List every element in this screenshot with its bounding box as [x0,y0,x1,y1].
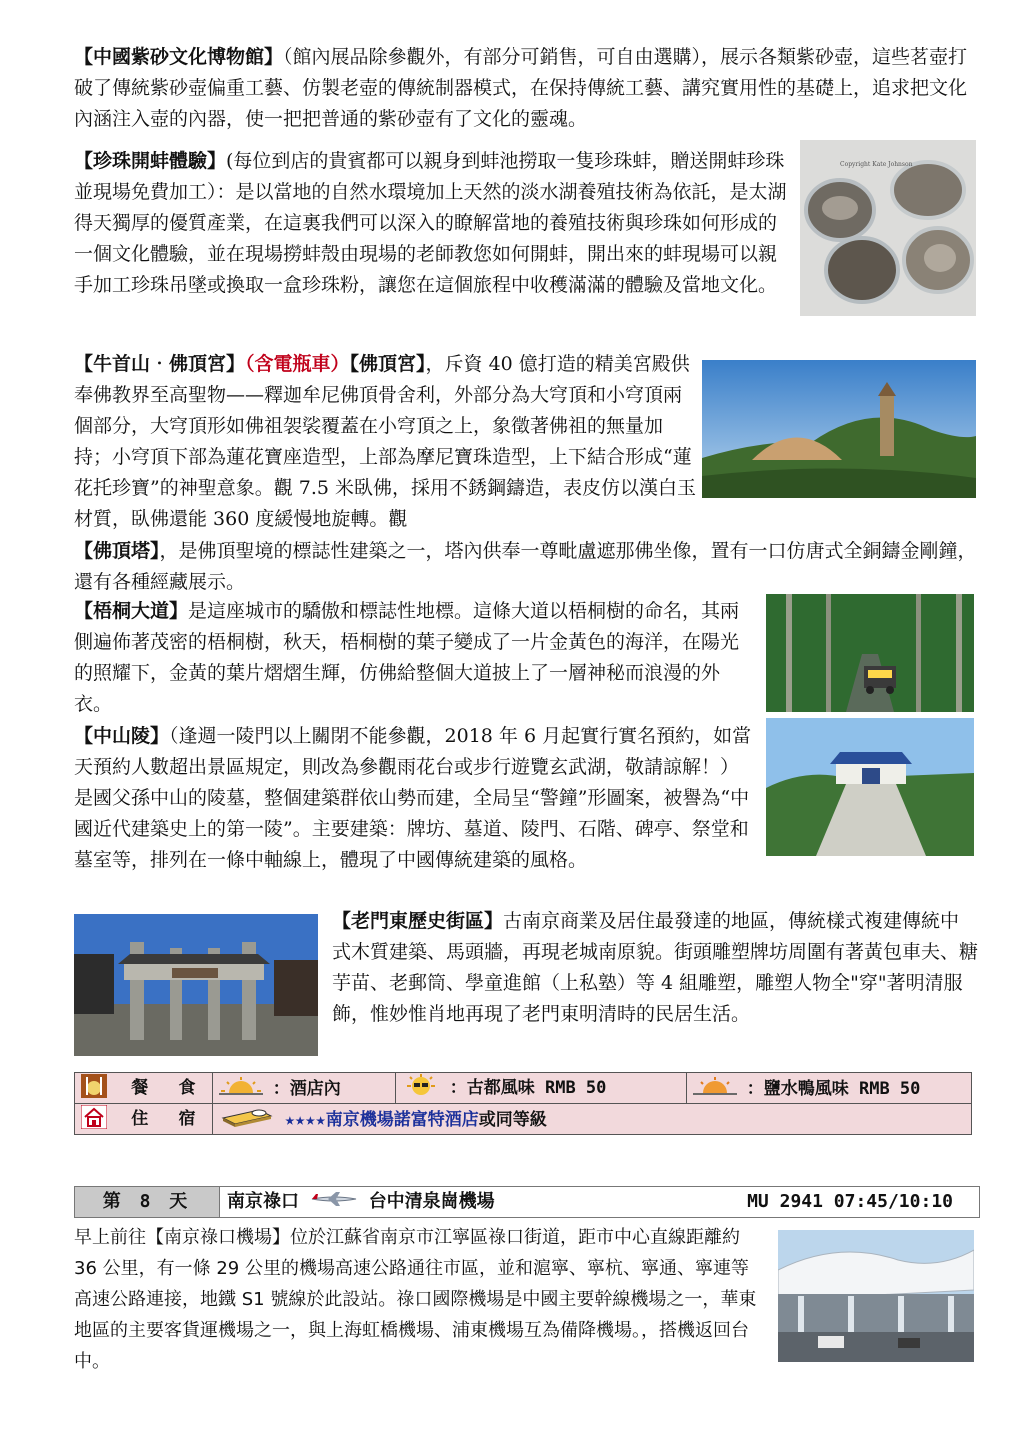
pearl-title: 【珍珠開蚌體驗】 [74,150,227,172]
lodging-label: 住 宿 [131,1109,206,1130]
museum-text: （館內展品除參觀外，有部分可銷售，可自由選購），展示各類紫砂壺，這些茗壺打破了傳統紫砂壺偏重工藝、仿製老壺的傳統制器模式，在保持傳統工藝、講究實用性的基礎上，追求把文化內涵注入壺的內器，使一把把普通的紫砂壺有了文化的靈魂。 [74,46,968,130]
lodging-cell [212,1104,972,1135]
avenue-paragraph [74,596,754,720]
pearl-paragraph [74,146,788,301]
pearl-image-caption: Copyright Kate Johnson [840,161,913,168]
meals-label-cell [75,1073,213,1104]
airplane-icon [310,1187,358,1217]
dinner-text: ：鹽水鴨風味 RMB 50 [746,1079,921,1100]
house-icon [81,1105,107,1134]
lodging-label-cell [75,1104,213,1135]
avenue-title: 【梧桐大道】 [74,600,189,622]
day-label: 第 8 天 [75,1187,220,1217]
route-from: 南京祿口 [227,1191,299,1212]
breakfast-text: ：酒店內 [272,1079,341,1100]
lunch-text: ：古都風味 RMB 50 [449,1078,607,1099]
oldgate-text: 古南京商業及居住最發達的地區，傳統樣式複建傳統中式木質建築、馬頭牆，再現老城南原貌。街頭雕塑牌坊周圍有著黃包車夫、糖芋苗、老郵筒、學童進館（上私塾）等 4 組雕塑，雕塑人物全"穿"著明清服飾，惟妙惟肖地再現了老門東明清時的民居生活。 [332,910,979,1025]
niushou-note: （含電瓶車） [245,353,350,375]
mausoleum-paragraph [74,721,754,876]
mausoleum-text: （逢週一陵門以上關閉不能參觀，2018 年 6 月起實行實名預約，如當天預約人數超出景區規定，則改為參觀雨花台或步行遊覽玄武湖，敬請諒解！）是國父孫中山的陵墓，整個建築群依山勢而建，全局呈“警鐘”形圖案，被譽為“中國近代建築史上的第一陵”。主要建築：牌坊、墓道、陵門、石階、碑亭、祭堂和墓室等，排列在一條中軸線上，體現了中國傳統建築的風格。 [74,725,752,871]
lodging-suffix: 或同等級 [478,1109,547,1130]
laomendong-gate-image [74,914,318,1056]
bed-icon [219,1106,275,1133]
sunrise-icon [219,1077,263,1102]
sun-yat-sen-mausoleum-image [766,718,974,856]
dinner-cell [686,1073,972,1104]
buddha-palace-image [702,360,976,498]
pearl-oyster-image [800,140,976,316]
day-route [227,1187,495,1217]
breakfast-cell [212,1073,395,1104]
oldgate-paragraph [332,906,978,1030]
day8-text: 早上前往【南京祿口機場】位於江蘇省南京市江寧區祿口街道，距市中心直線距離約 36 公里，有一條 29 公里的機場高速公路通往市區，並和滬寧、寧杭、寧通、寧連等高速公路連接，地鐵 S1 號線於此設站。祿口國際機場是中國主要幹線機場之一，華東地區的主要客貨運機場之一，與上海虹橋機場、浦東機場互為備降機場。，搭機返回台中。 [74,1227,757,1372]
plane-tree-avenue-image [766,594,974,712]
route-to: 台中清泉崗機場 [368,1191,495,1212]
pagoda-title: 【佛頂塔】 [74,540,160,562]
meals-label: 餐 食 [131,1078,206,1099]
sun-sunglasses-icon [402,1074,440,1103]
mausoleum-title: 【中山陵】 [74,725,170,747]
lodging-stars: ★★★★ [284,1109,326,1130]
meals-row [75,1073,972,1104]
niushou-paragraph [74,349,700,535]
meals-lodging-table [74,1072,972,1135]
niushou-text: ，斥資 40 億打造的精美宮殿供奉佛教界至高聖物——釋迦牟尼佛頂骨舍利，外部分為大穹頂和小穹頂兩個部分，大穹頂形如佛祖袈裟覆蓋在小穹頂之上，象徵著佛祖的無量加持；小穹頂下部為蓮花寶座造型，上部為摩尼寶珠造型，上下結合形成“蓮花托珍寶”的神聖意象。觀 7.5 米臥佛，採用不銹鋼鑄造，表皮仿以漢白玉材質，臥佛還能 360 度緩慢地旋轉。觀 [74,353,697,530]
lunch-cell [395,1073,686,1104]
avenue-text: 是這座城市的驕傲和標誌性地標。這條大道以梧桐樹的命名，其兩側遍佈著茂密的梧桐樹，秋天，梧桐樹的葉子變成了一片金黃色的海洋，在陽光的照耀下，金黃的葉片熠熠生輝，仿佛給整個大道披上了一層神秘而浪漫的外衣。 [74,600,740,715]
pagoda-text: ，是佛頂聖境的標誌性建築之一，塔內供奉一尊毗盧遮那佛坐像，置有一口仿唐式全銅鑄金剛鐘，還有各種經藏展示。 [74,540,977,593]
oldgate-title: 【老門東歷史街區】 [332,910,504,932]
niushou-title: 【牛首山‧佛頂宮】 [74,353,246,375]
museum-title: 【中國紫砂文化博物館】 [74,46,284,68]
sunset-icon [693,1077,737,1102]
museum-paragraph [74,42,978,135]
lodging-row [75,1104,972,1135]
pagoda-paragraph [74,536,978,598]
lukou-airport-image [778,1230,974,1362]
hotel-name: 南京機場諾富特酒店 [325,1109,479,1130]
day8-paragraph [74,1222,764,1377]
flight-info: MU 2941 07:45/10:10 [747,1191,953,1212]
day-header-bar [74,1186,980,1218]
cutlery-icon [81,1074,107,1103]
niushou-title2: 【佛頂宮】 [349,353,426,375]
pearl-text: (每位到店的貴賓都可以親身到蚌池撈取一隻珍珠蚌，贈送開蚌珍珠並現場免費加工）：是以當地的自然水環境加上天然的淡水湖養殖技術為依託，是太湖得天獨厚的優質產業，在這裏我們可以深入的瞭解當地的養殖技術與珍珠如何形成的一個文化體驗，並在現場撈蚌殼由現場的老師教您如何開蚌，開出來的蚌現場可以親手加工珍珠吊墜或換取一盒珍珠粉，讓您在這個旅程中收穫滿滿的體驗及當地文化。 [74,150,787,296]
